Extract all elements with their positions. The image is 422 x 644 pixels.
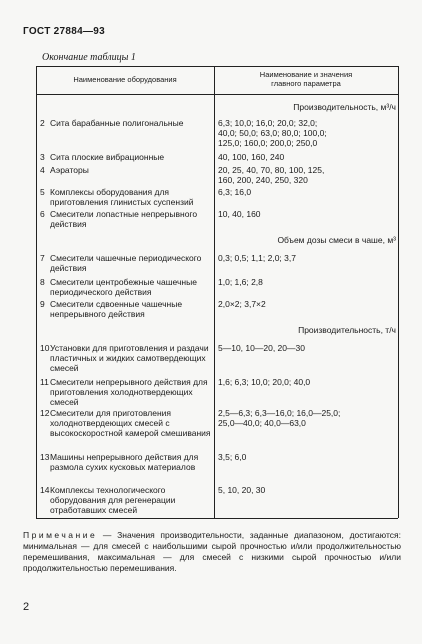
header-bottom-border: [36, 94, 398, 95]
row-number: 12: [40, 408, 50, 418]
table-right-border: [398, 66, 399, 518]
equipment-name: Смесители сдвоенные чашечные непрерывного действия: [50, 299, 183, 319]
equipment-name: Комплексы технологического оборудования для регенерации отработавших смесей: [50, 485, 176, 515]
document-id: ГОСТ 27884—93: [23, 26, 106, 37]
parameter-value: 6,3; 16,0: [218, 187, 252, 197]
col-parameter-header-line1: Наименование и значения: [259, 70, 353, 79]
parameter-value: 0,3; 0,5; 1,1; 2,0; 3,7: [218, 253, 296, 263]
page-number: 2: [23, 601, 30, 613]
parameter-value: 1,0; 1,6; 2,8: [218, 277, 263, 287]
row-number: 9: [40, 299, 45, 309]
table-note: [23, 530, 401, 574]
row-number: 7: [40, 253, 45, 263]
row-number: 14: [40, 485, 50, 495]
parameter-value: 2,5—6,3; 6,3—16,0; 16,0—25,0; 25,0—40,0; 40,0—63,0: [218, 408, 341, 428]
parameter-value: 3,5; 6,0: [218, 452, 247, 462]
equipment-name: Смесители лопастные непрерывного действия: [50, 209, 198, 229]
row-number: 4: [40, 165, 45, 175]
equipment-name: Машины непрерывного действия для размола сухих кусковых материалов: [50, 452, 199, 472]
parameter-value: 2,0×2; 3,7×2: [218, 299, 266, 309]
row-number: 10: [40, 343, 50, 353]
equipment-name: Установки для приготовления и раздачи пластичных и жидких самотвердеющих смесей: [50, 343, 209, 373]
parameter-value: 5, 10, 20, 30: [218, 485, 266, 495]
row-number: 2: [40, 118, 45, 128]
note-label: Примечание: [23, 530, 98, 540]
row-number: 5: [40, 187, 45, 197]
table-left-border: [36, 66, 37, 518]
subhead-productivity-m3h: Производительность, м³/ч: [293, 102, 396, 112]
subhead-dose-volume: Объем дозы смеси в чаше, м³: [277, 235, 396, 245]
equipment-name: Сита плоские вибрационные: [50, 152, 165, 162]
col-parameter-header: [214, 70, 398, 88]
col-parameter-header-line2: главного параметра: [271, 79, 341, 88]
col-equipment-header: Наименование оборудования: [73, 75, 177, 84]
row-number: 3: [40, 152, 45, 162]
equipment-name: Смесители непрерывного действия для приготовления холоднотвердеющих смесей: [50, 377, 208, 407]
table-top-border: [36, 66, 398, 67]
equipment-name: Аэраторы: [50, 165, 89, 175]
row-number: 8: [40, 277, 45, 287]
parameter-value: 6,3; 10,0; 16,0; 20,0; 32,0; 40,0; 50,0; 63,0; 80,0; 100,0; 125,0; 160,0; 200,0; 250,0: [218, 118, 327, 148]
parameter-value: 10, 40, 160: [218, 209, 261, 219]
equipment-table: [36, 66, 398, 518]
equipment-name: Смесители центробежные чашечные периодического действия: [50, 277, 197, 297]
parameter-value: 5—10, 10—20, 20—30: [218, 343, 305, 353]
subhead-productivity-th: Производительность, т/ч: [298, 325, 396, 335]
equipment-name: Смесители для приготовления холоднотвердеющих смесей с высокоскоростной камерой смешивания: [50, 408, 211, 438]
column-divider: [214, 66, 215, 518]
equipment-name: Сита барабанные полигональные: [50, 118, 184, 128]
row-number: 11: [40, 377, 49, 387]
parameter-value: 1,6; 6,3; 10,0; 20,0; 40,0: [218, 377, 311, 387]
equipment-name: Комплексы оборудования для приготовления глинистых суспензий: [50, 187, 194, 207]
parameter-value: 20, 25, 40, 70, 80, 100, 125, 160, 200, 240, 250, 320: [218, 165, 325, 185]
row-number: 13: [40, 452, 50, 462]
equipment-name: Смесители чашечные периодического действия: [50, 253, 202, 273]
parameter-value: 40, 100, 160, 240: [218, 152, 285, 162]
note-text: — Значения производительности, заданные диапазоном, достигаются: минимальная — для смесей с наибольшими сырой прочностью и/или продолжительностью перемешивания, максимальная — для смесей с низкими сырой прочностью и/или продолжительностью перемешивания.: [23, 530, 401, 573]
table-bottom-border: [36, 518, 398, 519]
row-number: 6: [40, 209, 45, 219]
table-caption: Окончание таблицы 1: [42, 52, 136, 63]
